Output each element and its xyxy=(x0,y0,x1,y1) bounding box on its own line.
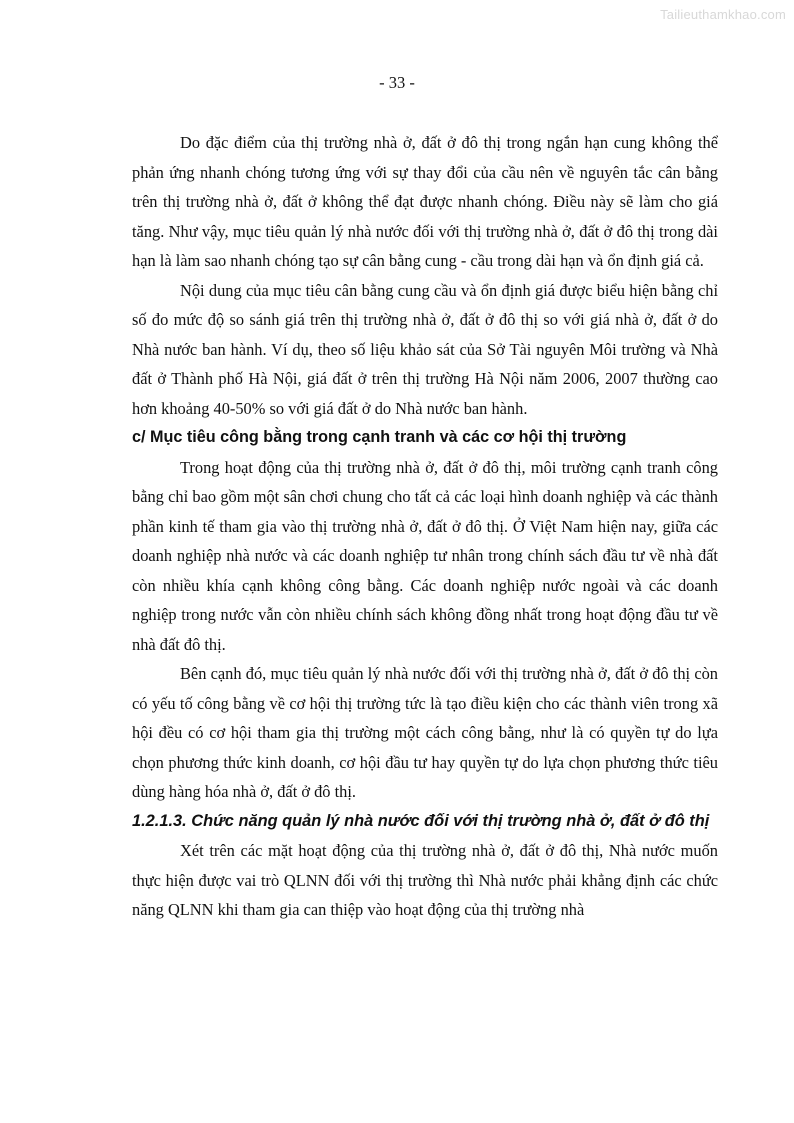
watermark-text: Tailieuthamkhao.com xyxy=(660,7,786,22)
subheading-fair-competition: c/ Mục tiêu công bằng trong cạnh tranh và các cơ hội thị trường xyxy=(132,428,627,446)
page-number: - 33 - xyxy=(379,73,415,92)
paragraph-competition-environment: Trong hoạt động của thị trường nhà ở, đất ở đô thị, môi trường cạnh tranh công bằng chỉ bao gồm một sân chơi chung cho tất cả các loại hình doanh nghiệp và các thành phần kinh tế tham gia vào thị trường nhà ở, đất ở đô thị. Ở Việt Nam hiện nay, giữa các doanh nghiệp nhà nước và các doanh nghiệp tư nhân trong chính sách đầu tư về nhà đất còn nhiều khía cạnh không công bằng. Các doanh nghiệp nước ngoài và các doanh nghiệp trong nước vẫn còn nhiều chính sách không đồng nhất trong hoạt động đầu tư về nhà đất đô thị. xyxy=(132,457,718,654)
paragraph-state-role: Xét trên các mặt hoạt động của thị trường nhà ở, đất ở đô thị, Nhà nước muốn thực hiện được vai trò QLNN đối với thị trường thì Nhà nước phải khẳng định các chức năng QLNN khi tham gia can thiệp vào hoạt động của thị trường nhà xyxy=(132,841,718,919)
paragraph-market-opportunity: Bên cạnh đó, mục tiêu quản lý nhà nước đối với thị trường nhà ở, đất ở đô thị còn có yếu tố công bằng về cơ hội thị trường tức là tạo điều kiện cho các thành viên trong xã hội đều có cơ hội tham gia thị trường một cách công bằng, như là có quyền tự do lựa chọn phương thức kinh doanh, cơ hội đầu tư hay quyền tự do lựa chọn phương thức tiêu dùng hàng hóa nhà ở, đất ở đô thị. xyxy=(132,664,718,801)
document-body xyxy=(132,128,718,925)
paragraph-supply-demand: Do đặc điểm của thị trường nhà ở, đất ở đô thị trong ngắn hạn cung không thể phản ứng nhanh chóng tương ứng với sự thay đổi của cầu nên về nguyên tắc cân bằng trên thị trường nhà ở, đất ở không thể đạt được nhanh chóng. Điều này sẽ làm cho giá tăng. Như vậy, mục tiêu quản lý nhà nước đối với thị trường nhà ở, đất ở đô thị trong dài hạn là làm sao nhanh chóng tạo sự cân bằng cung - cầu trong dài hạn và ổn định giá cả. xyxy=(132,133,718,270)
paragraph-price-index: Nội dung của mục tiêu cân bằng cung cầu và ổn định giá được biểu hiện bằng chỉ số đo mức độ so sánh giá trên thị trường nhà ở, đất ở đô thị so với giá nhà ở, đất ở do Nhà nước ban hành. Ví dụ, theo số liệu khảo sát của Sở Tài nguyên Môi trường và Nhà đất ở Thành phố Hà Nội, giá đất ở trên thị trường Hà Nội năm 2006, 2007 thường cao hơn khoảng 40-50% so với giá đất ở do Nhà nước ban hành. xyxy=(132,280,718,418)
section-heading-management-functions: 1.2.1.3. Chức năng quản lý nhà nước đối với thị trường nhà ở, đất ở đô thị xyxy=(132,811,710,830)
